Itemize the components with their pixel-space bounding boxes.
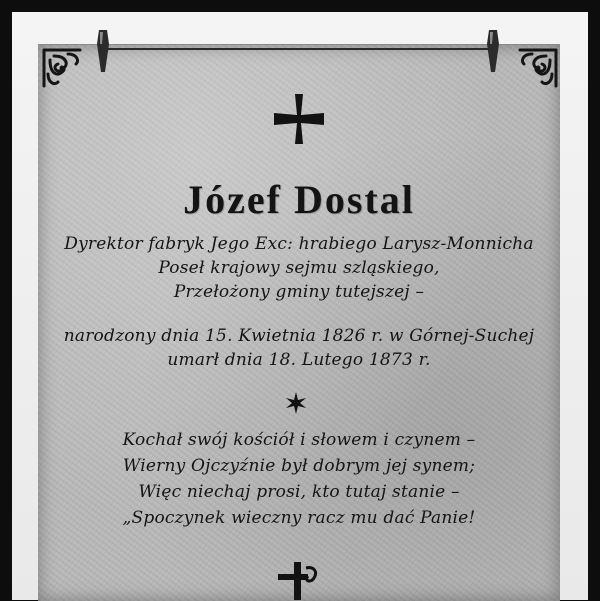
hanging-wire xyxy=(100,48,494,50)
birth-line: narodzony dnia 15. Kwietnia 1826 r. w Górnej-Suchej xyxy=(63,326,535,346)
cross-pattee-icon xyxy=(272,92,326,146)
right-pin-icon xyxy=(486,30,500,72)
inscription-line-1: Dyrektor fabryk Jego Exc: hrabiego Larysz-Monnicha xyxy=(64,234,534,254)
inscription-line-3: Przełożony gminy tutejszej – xyxy=(173,282,425,302)
cross-anchor-icon xyxy=(272,560,324,600)
inscription-line-2: Poseł krajowy sejmu szląskiego, xyxy=(158,258,440,278)
star-icon xyxy=(285,392,307,414)
poem-line-3: Więc niechaj prosi, kto tutaj stanie – xyxy=(138,482,460,502)
top-right-flourish-icon xyxy=(506,46,560,100)
poem-line-2: Wierny Ojczyźnie był dobrym jej synem; xyxy=(122,456,476,476)
deceased-name: Józef Dostal xyxy=(183,177,415,222)
death-line: umarł dnia 18. Lutego 1873 r. xyxy=(167,350,431,370)
left-pin-icon xyxy=(96,30,110,72)
poem-line-1: Kochał swój kościół i słowem i czynem – xyxy=(122,430,476,450)
top-left-flourish-icon xyxy=(40,46,94,100)
poem-line-4: „Spoczynek wieczny racz mu dać Panie! xyxy=(122,508,476,528)
